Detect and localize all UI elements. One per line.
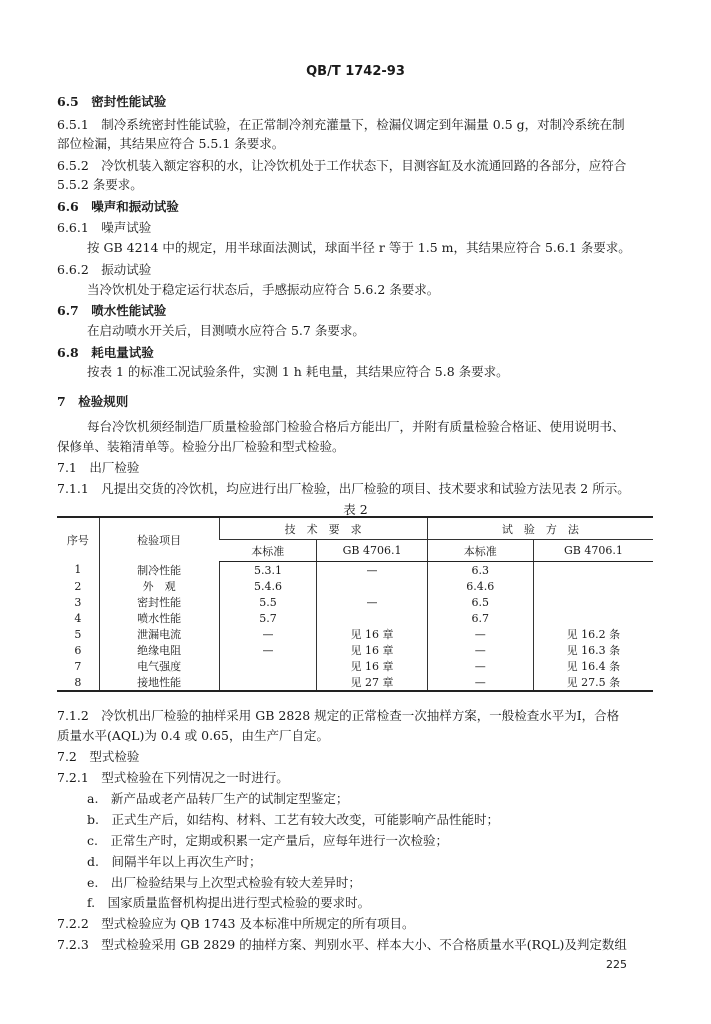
text-line: 在启动喷水开关后，目测喷水应符合 5.7 条要求。 <box>87 323 365 338</box>
text-line: 5.5.2 条要求。 <box>57 177 143 192</box>
col-item-header: 检验项目 <box>99 517 219 562</box>
text-line: 7.2.1 型式检验在下列情况之一时进行。 <box>57 770 289 785</box>
cell-n: 3 <box>74 595 82 609</box>
cell-test-gb: 见 16.2 条 <box>533 626 653 642</box>
table-row <box>57 562 653 579</box>
cell-tech-gb: — <box>317 562 427 579</box>
cell-n: 5 <box>74 627 82 641</box>
cell-tech-std <box>219 658 317 674</box>
text-line: 部位检漏，其结果应符合 5.5.1 条要求。 <box>57 136 285 151</box>
text-line: 6.7 喷水性能试验 <box>57 303 167 318</box>
col-test-group-header: 试 验 方 法 <box>427 517 653 540</box>
text-line: b. 正式生产后，如结构、材料、工艺有较大改变，可能影响产品性能时； <box>87 812 499 827</box>
text-line: f. 国家质量监督机构提出进行型式检验的要求时。 <box>87 895 371 910</box>
inspection-table <box>57 516 653 692</box>
cell-n: 7 <box>74 659 82 673</box>
table-row <box>57 610 653 626</box>
cell-n: 4 <box>74 611 82 625</box>
text-line: 保修单、装箱清单等。检验分出厂检验和型式检验。 <box>57 439 345 454</box>
cell-item: 密封性能 <box>99 594 219 610</box>
table-row <box>57 674 653 691</box>
cell-test-gb <box>533 562 653 579</box>
page-number: 225 <box>606 958 627 971</box>
cell-test-std: — <box>427 658 533 674</box>
cell-test-gb: 见 16.3 条 <box>533 642 653 658</box>
table-row <box>57 642 653 658</box>
cell-item: 接地性能 <box>99 674 219 691</box>
page-header: QB/T 1742-93 <box>306 64 405 79</box>
cell-test-gb: 见 27.5 条 <box>533 674 653 691</box>
text-line: 6.5.2 冷饮机装入额定容积的水，让冷饮机处于工作状态下，目测容缸及水流通回路的各部分，应符合 <box>57 158 627 173</box>
cell-tech-std <box>219 674 317 691</box>
text-line: 按表 1 的标准工况试验条件，实测 1 h 耗电量，其结果应符合 5.8 条要求。 <box>87 364 509 379</box>
table-row <box>57 626 653 642</box>
cell-item: 外 观 <box>99 578 219 594</box>
cell-test-std: 6.5 <box>427 594 533 610</box>
cell-tech-gb <box>317 610 427 626</box>
text-line: 6.5 密封性能试验 <box>57 94 167 109</box>
cell-tech-std: — <box>219 642 317 658</box>
col-tech-group-header: 技 术 要 求 <box>219 517 427 540</box>
text-line: a. 新产品或老产品转厂生产的试制定型鉴定； <box>87 791 349 806</box>
cell-test-gb: 见 16.4 条 <box>533 658 653 674</box>
cell-test-gb <box>533 610 653 626</box>
text-line: 质量水平(AQL)为 0.4 或 0.65，由生产厂自定。 <box>57 728 329 743</box>
cell-n: 1 <box>74 563 82 577</box>
text-line: 7.2 型式检验 <box>57 749 140 764</box>
text-line: e. 出厂检验结果与上次型式检验有较大差异时； <box>87 875 361 890</box>
col-test-std-header: 本标准 <box>427 540 533 562</box>
text-line: 6.6.2 振动试验 <box>57 262 152 277</box>
cell-item: 电气强度 <box>99 658 219 674</box>
cell-tech-gb: 见 16 章 <box>317 642 427 658</box>
text-line: d. 间隔半年以上再次生产时； <box>87 854 262 869</box>
cell-tech-gb: 见 16 章 <box>317 626 427 642</box>
cell-tech-std: — <box>219 626 317 642</box>
cell-tech-gb <box>317 578 427 594</box>
text-line: 每台冷饮机须经制造厂质量检验部门检验合格后方能出厂，并附有质量检验合格证、使用说明书、 <box>87 419 625 434</box>
cell-tech-std: 5.7 <box>219 610 317 626</box>
cell-tech-gb: 见 27 章 <box>317 674 427 691</box>
cell-n: 2 <box>74 579 82 593</box>
cell-tech-gb: — <box>317 594 427 610</box>
table-row <box>57 594 653 610</box>
col-seq-header: 序号 <box>57 517 99 562</box>
cell-tech-std: 5.4.6 <box>219 578 317 594</box>
cell-test-std: — <box>427 626 533 642</box>
cell-tech-std: 5.5 <box>219 594 317 610</box>
text-line: 7.1 出厂检验 <box>57 460 140 475</box>
text-line: 7.2.2 型式检验应为 QB 1743 及本标准中所规定的所有项目。 <box>57 916 415 931</box>
text-line: 6.5.1 制冷系统密封性能试验，在正常制冷剂充灌量下，检漏仪调定到年漏量 0.5 g，对制冷系统在制 <box>57 117 625 132</box>
col-tech-gb-header: GB 4706.1 <box>317 540 427 562</box>
text-line: c. 正常生产时，定期或积累一定产量后，应每年进行一次检验； <box>87 833 448 848</box>
text-line: 6.6 噪声和振动试验 <box>57 199 179 214</box>
text-line: 6.8 耗电量试验 <box>57 345 154 360</box>
cell-test-std: 6.4.6 <box>427 578 533 594</box>
cell-tech-std: 5.3.1 <box>219 562 317 579</box>
text-line: 7.1.2 冷饮机出厂检验的抽样采用 GB 2828 规定的正常检查一次抽样方案，一般检查水平为Ⅰ，合格 <box>57 708 620 723</box>
cell-n: 6 <box>74 643 82 657</box>
cell-test-std: 6.3 <box>427 562 533 579</box>
cell-test-gb <box>533 578 653 594</box>
cell-item: 泄漏电流 <box>99 626 219 642</box>
table-caption: 表 2 <box>343 502 368 517</box>
text-line: 7.1.1 凡提出交货的冷饮机，均应进行出厂检验，出厂检验的项目、技术要求和试验方法见表 2 所示。 <box>57 481 630 496</box>
cell-tech-gb: 见 16 章 <box>317 658 427 674</box>
text-line: 按 GB 4214 中的规定，用半球面法测试，球面半径 r 等于 1.5 m，其结果应符合 5.6.1 条要求。 <box>87 240 631 255</box>
cell-item: 喷水性能 <box>99 610 219 626</box>
cell-test-gb <box>533 594 653 610</box>
cell-test-std: 6.7 <box>427 610 533 626</box>
text-line: 6.6.1 噪声试验 <box>57 220 152 235</box>
table-row <box>57 578 653 594</box>
col-tech-std-header: 本标准 <box>219 540 317 562</box>
text-line: 7.2.3 型式检验采用 GB 2829 的抽样方案、判别水平、样本大小、不合格质量水平(RQL)及判定数组 <box>57 937 627 952</box>
cell-test-std: — <box>427 642 533 658</box>
col-test-gb-header: GB 4706.1 <box>533 540 653 562</box>
cell-n: 8 <box>57 674 99 691</box>
text-line: 7 检验规则 <box>57 394 129 409</box>
cell-test-std: — <box>427 674 533 691</box>
cell-item: 制冷性能 <box>99 562 219 579</box>
table-row <box>57 658 653 674</box>
text-line: 当冷饮机处于稳定运行状态后，手感振动应符合 5.6.2 条要求。 <box>87 282 440 297</box>
cell-item: 绝缘电阻 <box>99 642 219 658</box>
